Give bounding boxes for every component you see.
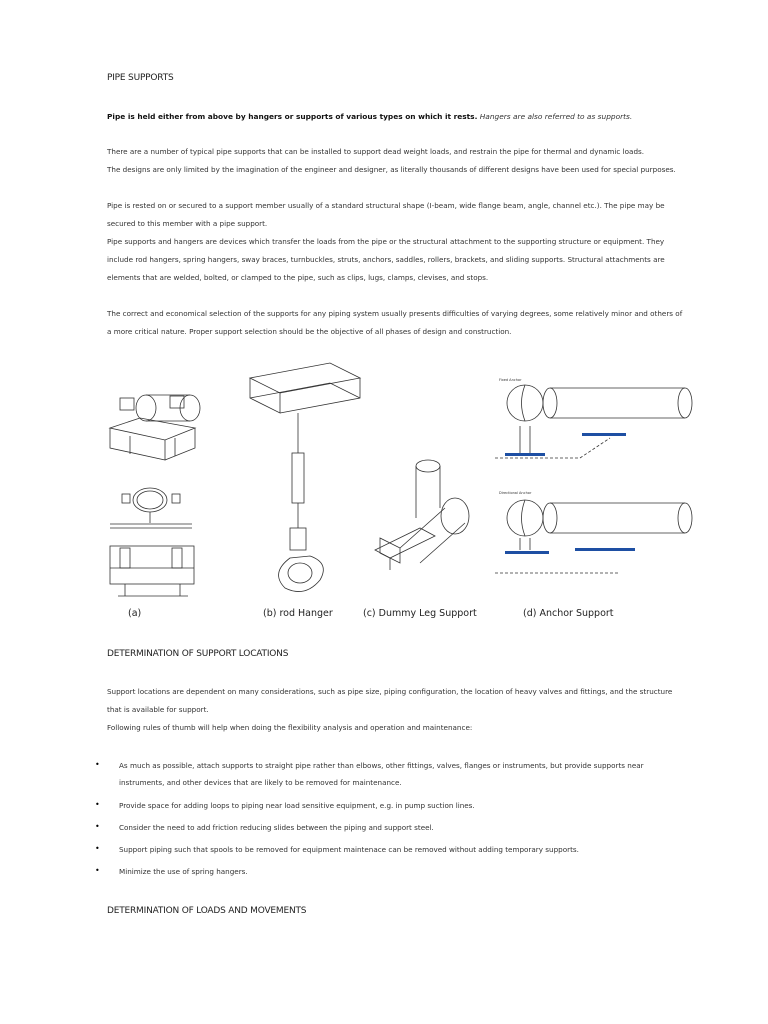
list-item-text: instruments, and other devices that are likely to be removed for maintenance. (119, 778, 402, 787)
text-line: include rod hangers, spring hangers, sway braces, turnbuckles, struts, anchors, saddles, rollers, brackets, and sliding supports. Structural attachments are (107, 255, 665, 264)
rules-of-thumb-list (95, 757, 715, 885)
text-line: Following rules of thumb will help when doing the flexibility analysis and operation and maintenance: (107, 723, 473, 732)
list-item-text: Provide space for adding loops to piping near load sensitive equipment, e.g. in pump suction lines. (119, 801, 475, 810)
text-line: a more critical nature. Proper support selection should be the objective of all phases of design and construction. (107, 327, 512, 336)
text-line: Pipe supports and hangers are devices which transfer the loads from the pipe or the structural attachment to the supporting structure or equipment. They (107, 237, 665, 246)
directional-anchor-label: Directional Anchor (499, 491, 532, 495)
text-line: The designs are only limited by the imagination of the engineer and designer, as literally thousands of different designs have been used for special purposes. (107, 165, 676, 174)
lead-bold-text: Pipe is held either from above by hangers or supports of various types on which it rests. (107, 112, 478, 121)
bullet-icon: • (95, 822, 100, 831)
caption-dummy-leg-support: (c) Dummy Leg Support (363, 608, 477, 619)
pipe-supports-illustration (100, 358, 720, 603)
bullet-icon: • (95, 844, 100, 853)
paragraph-selection (107, 305, 682, 341)
text-line: elements that are welded, bolted, or clamped to the pipe, such as clips, lugs, clamps, clevises, and stops. (107, 273, 489, 282)
caption-rod-hanger: (b) rod Hanger (263, 608, 333, 619)
bullet-icon: • (95, 800, 100, 809)
text-line: The correct and economical selection of the supports for any piping system usually presents difficulties of varying degrees, some relatively minor and others of (107, 309, 683, 318)
text-line: There are a number of typical pipe supports that can be installed to support dead weight loads, and restrain the pipe for thermal and dynamic loads. (107, 147, 645, 156)
list-item (95, 863, 715, 885)
caption-anchor-support: (d) Anchor Support (523, 608, 614, 619)
heading-loads-and-movements: DETERMINATION OF LOADS AND MOVEMENTS (107, 906, 307, 916)
list-item-text: As much as possible, attach supports to straight pipe rather than elbows, other fittings, valves, flanges or instruments, but provide supports near (119, 761, 644, 770)
text-line: that is available for support. (107, 705, 209, 714)
text-line: Support locations are dependent on many considerations, such as pipe size, piping configuration, the location of heavy valves and fittings, and the structure (107, 687, 673, 696)
paragraph-support-locations (107, 683, 672, 737)
list-item (95, 757, 715, 797)
dummy-leg-drawing (375, 460, 469, 570)
anchor-support-drawing (495, 385, 692, 573)
pipe-supports-figure (100, 358, 720, 628)
list-item-text: Minimize the use of spring hangers. (119, 867, 248, 876)
text-line: Pipe is rested on or secured to a support member usually of a standard structural shape (I-beam, wide flange beam, angle, channel etc.). The pipe may be (107, 201, 665, 210)
lead-paragraph (107, 112, 632, 121)
caption-a: (a) (128, 608, 142, 619)
rod-hanger-drawing (250, 363, 360, 592)
list-item (95, 797, 715, 819)
text-line: secured to this member with a pipe support. (107, 219, 268, 228)
paragraph-support-members (107, 197, 665, 287)
heading-support-locations: DETERMINATION OF SUPPORT LOCATIONS (107, 649, 289, 659)
paragraph-typical-supports (107, 143, 676, 179)
fixed-anchor-label: Fixed Anchor (499, 378, 522, 382)
heading-pipe-supports: PIPE SUPPORTS (107, 73, 174, 83)
list-item (95, 841, 715, 863)
list-item (95, 819, 715, 841)
list-item-text: Support piping such that spools to be removed for equipment maintenace can be removed without adding temporary supports. (119, 845, 579, 854)
bullet-icon: • (95, 866, 100, 875)
list-item-text: Consider the need to add friction reducing slides between the piping and support steel. (119, 823, 434, 832)
bullet-icon: • (95, 760, 100, 769)
clamp-support-drawing (110, 395, 200, 596)
lead-italic-text: Hangers are also referred to as supports. (479, 112, 633, 121)
